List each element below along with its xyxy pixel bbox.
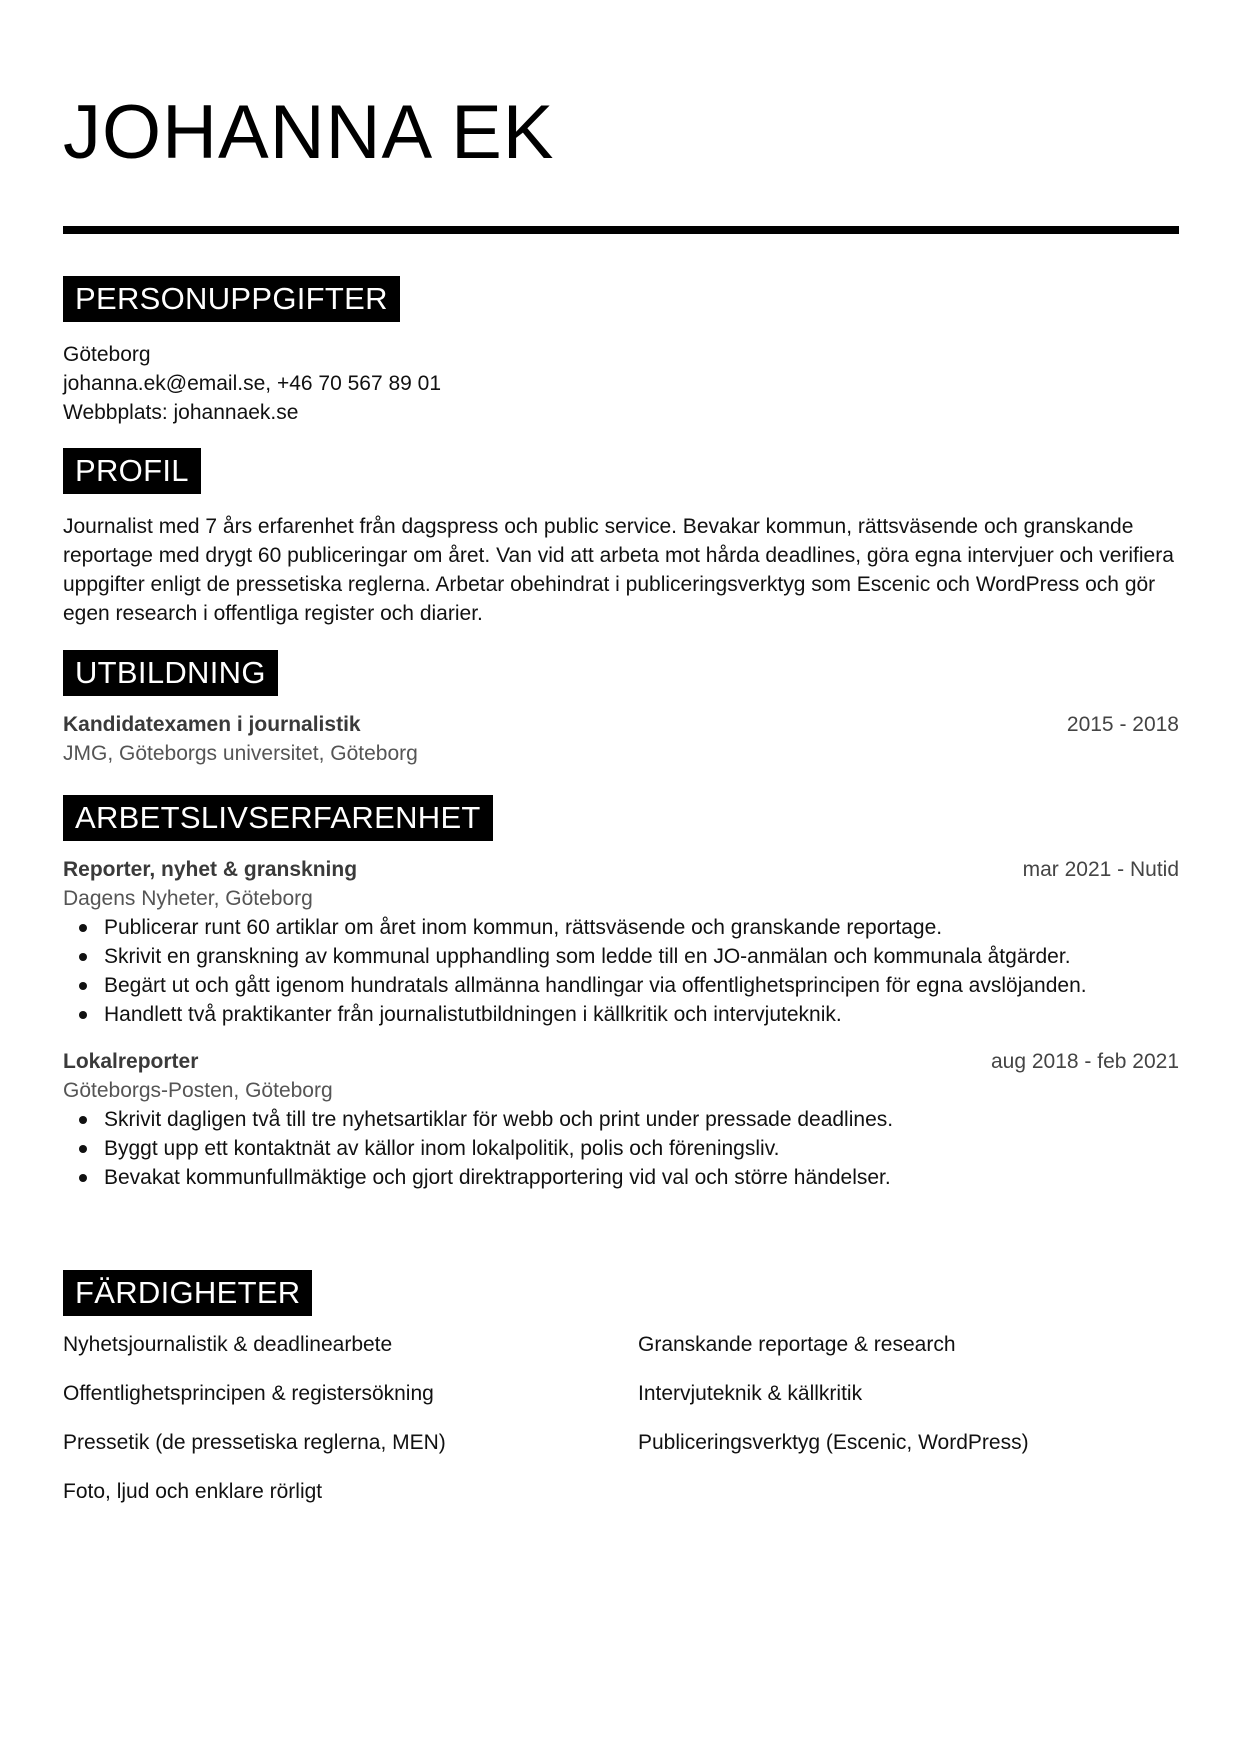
experience-heading: ARBETSLIVSERFARENHET bbox=[63, 795, 493, 841]
bullet-item: Byggt upp ett kontaktnät av källor inom lokalpolitik, polis och föreningsliv. bbox=[63, 1134, 1179, 1163]
bullet-item: Publicerar runt 60 artiklar om året inom kommun, rättsväsende och granskande reportage. bbox=[63, 913, 1179, 942]
job-entry bbox=[63, 855, 1179, 1029]
personal-section bbox=[63, 276, 1179, 427]
bullet-dot-icon bbox=[79, 982, 87, 990]
education-date: 2015 - 2018 bbox=[1066, 713, 1179, 736]
bullet-item: Bevakat kommunfullmäktige och gjort direktrapportering vid val och större händelser. bbox=[63, 1163, 1179, 1192]
skill-item: Intervjuteknik & källkritik bbox=[638, 1382, 863, 1405]
education-heading: UTBILDNING bbox=[63, 650, 278, 696]
bullet-dot-icon bbox=[79, 1011, 87, 1019]
education-degree: Kandidatexamen i journalistik bbox=[63, 713, 361, 736]
education-section bbox=[63, 650, 1179, 768]
bullet-dot-icon bbox=[79, 1174, 87, 1182]
skill-item: Offentlighetsprincipen & registersökning bbox=[63, 1382, 434, 1405]
personal-website: Webbplats: johannaek.se bbox=[63, 401, 299, 424]
skill-item: Nyhetsjournalistik & deadlinearbete bbox=[63, 1333, 393, 1356]
job-title: Lokalreporter bbox=[63, 1050, 199, 1073]
job-employer: Dagens Nyheter, Göteborg bbox=[63, 887, 313, 910]
bullet-item: Handlett två praktikanter från journalistutbildningen i källkritik och intervjuteknik. bbox=[63, 1000, 1179, 1029]
skill-item: Granskande reportage & research bbox=[638, 1333, 956, 1356]
header-divider bbox=[63, 226, 1179, 234]
job-date: mar 2021 - Nutid bbox=[1022, 858, 1179, 881]
skill-item: Foto, ljud och enklare rörligt bbox=[63, 1480, 323, 1503]
candidate-name: JOHANNA EK bbox=[63, 90, 555, 175]
experience-section bbox=[63, 795, 1179, 1192]
job-bullets bbox=[63, 1105, 1179, 1192]
bullet-dot-icon bbox=[79, 953, 87, 961]
personal-contact: johanna.ek@email.se, +46 70 567 89 01 bbox=[63, 372, 442, 395]
job-employer: Göteborgs-Posten, Göteborg bbox=[63, 1079, 333, 1102]
job-entry bbox=[63, 1047, 1179, 1192]
personal-city: Göteborg bbox=[63, 343, 151, 366]
education-school: JMG, Göteborgs universitet, Göteborg bbox=[63, 742, 418, 765]
profile-section bbox=[63, 448, 1179, 628]
education-entry bbox=[63, 710, 1179, 768]
job-bullets bbox=[63, 913, 1179, 1029]
skills-heading: FÄRDIGHETER bbox=[63, 1270, 312, 1316]
bullet-item: Skrivit en granskning av kommunal upphandling som ledde till en JO-anmälan och kommunala åtgärder. bbox=[63, 942, 1179, 971]
profile-heading: PROFIL bbox=[63, 448, 201, 494]
skills-section bbox=[63, 1270, 1179, 1503]
skill-item: Publiceringsverktyg (Escenic, WordPress) bbox=[638, 1431, 1029, 1454]
bullet-dot-icon bbox=[79, 924, 87, 932]
skill-item: Pressetik (de pressetiska reglerna, MEN) bbox=[63, 1431, 446, 1454]
personal-heading: PERSONUPPGIFTER bbox=[63, 276, 400, 322]
bullet-dot-icon bbox=[79, 1145, 87, 1153]
bullet-dot-icon bbox=[79, 1116, 87, 1124]
job-date: aug 2018 - feb 2021 bbox=[991, 1050, 1179, 1073]
bullet-item: Begärt ut och gått igenom hundratals allmänna handlingar via offentlighetsprincipen för egna avslöjanden. bbox=[63, 971, 1179, 1000]
job-title: Reporter, nyhet & granskning bbox=[63, 858, 358, 881]
profile-text: Journalist med 7 års erfarenhet från dagspress och public service. Bevakar kommun, rättsväsende och granskande reportage med drygt 60 publiceringar om året. Van vid att arbeta mot hårda deadlines, göra egna intervjuer och verifiera uppgifter enligt de pressetiska reglerna. Arbetar obehindrat i publiceringsverktyg som Escenic och WordPress och gör egen research i offentliga register och diarier. bbox=[63, 515, 1174, 625]
bullet-item: Skrivit dagligen två till tre nyhetsartiklar för webb och print under pressade deadlines. bbox=[63, 1105, 1179, 1134]
